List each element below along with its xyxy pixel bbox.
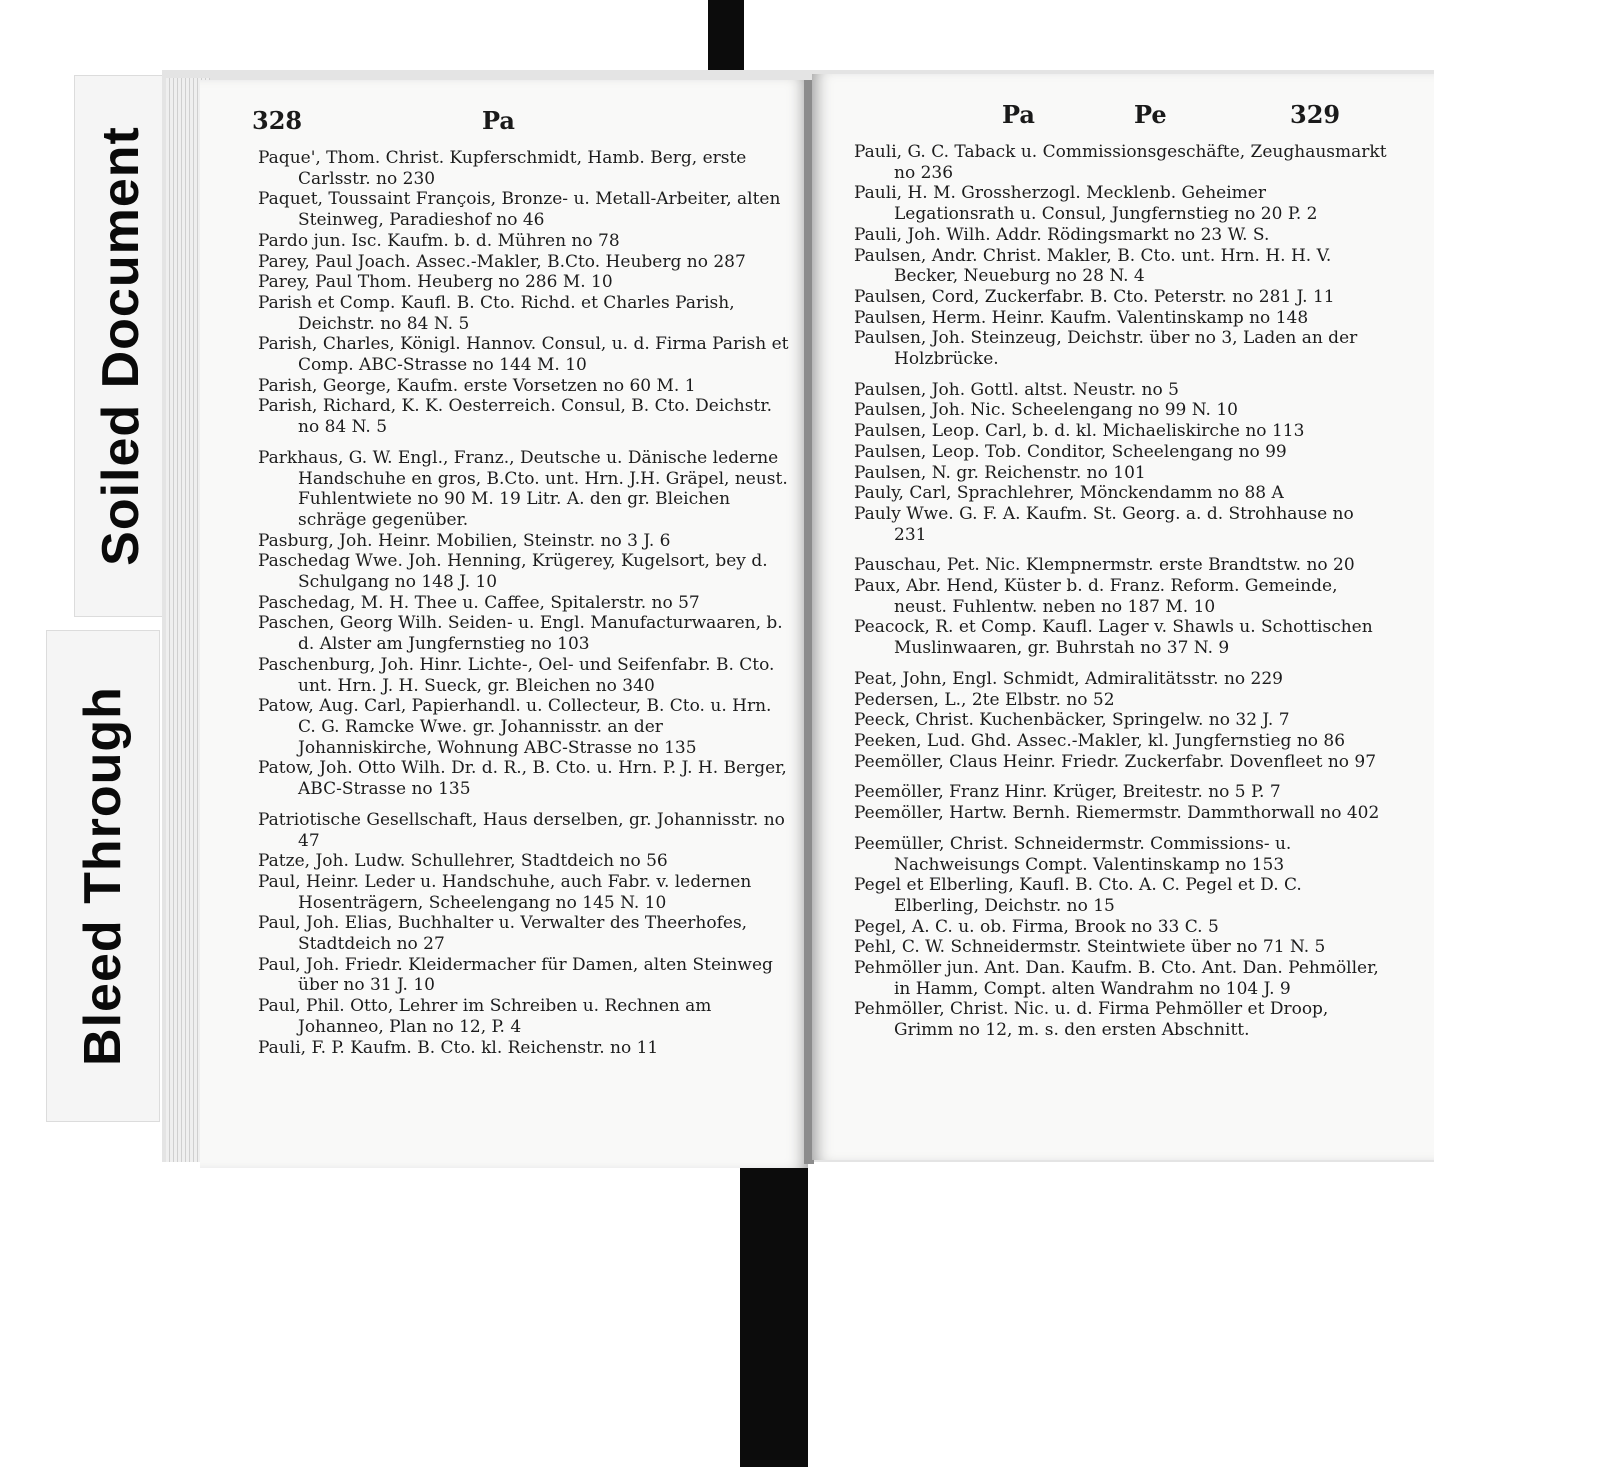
directory-entry: Patow, Aug. Carl, Papierhandl. u. Collecteur, B. Cto. u. Hrn. C. G. Ramcke Wwe. gr. Johannisstr. an der Johanniskirche, Wohnung ABC-Strasse no 135 — [258, 696, 772, 758]
directory-entry: Paschedag, M. H. Thee u. Caffee, Spitalerstr. no 57 — [258, 592, 700, 613]
directory-entry: Parish, George, Kaufm. erste Vorsetzen no 60 M. 1 — [258, 375, 696, 396]
directory-entry: Parkhaus, G. W. Engl., Franz., Deutsche u. Dänische lederne Handschuhe en gros, B.Cto. unt. Hrn. J.H. Gräpel, neust. Fuhlentwiete no 90 M. 19 Litr. A. den gr. Bleichen schräge gegenüber. — [258, 447, 788, 530]
directory-entry: Paulsen, Leop. Tob. Conditor, Scheelengang no 99 — [854, 441, 1287, 462]
directory-entry: Patze, Joh. Ludw. Schullehrer, Stadtdeich no 56 — [258, 851, 668, 872]
directory-entry: Paschenburg, Joh. Hinr. Lichte-, Oel- und Seifenfabr. B. Cto. unt. Hrn. J. H. Sueck, gr. Bleichen no 340 — [258, 654, 775, 696]
directory-entry: Peemöller, Franz Hinr. Krüger, Breitestr. no 5 P. 7 — [854, 782, 1281, 803]
directory-entry: Paquet, Toussaint François, Bronze- u. Metall-Arbeiter, alten Steinweg, Paradieshof no 46 — [258, 189, 781, 231]
directory-entry: Peacock, R. et Comp. Kaufl. Lager v. Shawls u. Schottischen Muslinwaaren, gr. Buhrstah no 37 N. 9 — [854, 617, 1373, 659]
left-page — [200, 80, 808, 1168]
directory-entry: Peemüller, Christ. Schneidermstr. Commissions- u. Nachweisungs Compt. Valentinskamp no 153 — [854, 833, 1292, 875]
binding-strip-bottom — [740, 1150, 808, 1467]
directory-entry: Paulsen, Herm. Heinr. Kaufm. Valentinskamp no 148 — [854, 307, 1309, 328]
directory-entry: Pauly Wwe. G. F. A. Kaufm. St. Georg. a. d. Strohhause no 231 — [854, 503, 1354, 545]
soiled-document-tag — [74, 75, 168, 617]
directory-entry: Pehmöller, Christ. Nic. u. d. Firma Pehmöller et Droop, Grimm no 12, m. s. den ersten Abschnitt. — [854, 999, 1329, 1041]
directory-entry: Paulsen, N. gr. Reichenstr. no 101 — [854, 462, 1146, 483]
directory-entry: Pauschau, Pet. Nic. Klempnermstr. erste Brandtstw. no 20 — [854, 555, 1355, 576]
directory-entry: Pegel, A. C. u. ob. Firma, Brook no 33 C. 5 — [854, 916, 1219, 937]
directory-entry: Paulsen, Andr. Christ. Makler, B. Cto. unt. Hrn. H. H. V. Becker, Neueburg no 28 N. 4 — [854, 245, 1332, 287]
directory-entry: Paulsen, Leop. Carl, b. d. kl. Michaeliskirche no 113 — [854, 421, 1305, 442]
directory-entry: Pegel et Elberling, Kaufl. B. Cto. A. C. Pegel et D. C. Elberling, Deichstr. no 15 — [854, 875, 1302, 916]
left-entry-list — [258, 148, 790, 1058]
directory-entry: Paschen, Georg Wilh. Seiden- u. Engl. Manufacturwaaren, b. d. Alster am Jungfernstieg no 103 — [258, 613, 783, 655]
directory-entry: Paque', Thom. Christ. Kupferschmidt, Hamb. Berg, erste Carlsstr. no 230 — [258, 148, 747, 189]
page-header-left: Pa — [1002, 100, 1035, 129]
directory-entry: Paul, Phil. Otto, Lehrer im Schreiben u. Rechnen am Johanneo, Plan no 12, P. 4 — [258, 996, 712, 1037]
page-number: 329 — [1290, 100, 1341, 129]
directory-entry: Pardo jun. Isc. Kaufm. b. d. Mühren no 78 — [258, 230, 620, 251]
directory-entry: Parish et Comp. Kaufl. B. Cto. Richd. et Charles Parish, Deichstr. no 84 N. 5 — [258, 292, 735, 334]
directory-entry: Paulsen, Cord, Zuckerfabr. B. Cto. Peterstr. no 281 J. 11 — [854, 286, 1335, 307]
directory-entry: Paul, Joh. Friedr. Kleidermacher für Damen, alten Steinweg über no 31 J. 10 — [258, 954, 773, 996]
directory-entry: Peemöller, Claus Heinr. Friedr. Zuckerfabr. Dovenfleet no 97 — [854, 751, 1377, 772]
directory-entry: Pauly, Carl, Sprachlehrer, Mönckendamm no 88 A — [854, 483, 1284, 504]
bleed-through-label: Bleed Through — [74, 686, 132, 1066]
directory-entry: Pauli, Joh. Wilh. Addr. Rödingsmarkt no 23 W. S. — [854, 224, 1270, 245]
directory-entry: Parish, Charles, Königl. Hannov. Consul, u. d. Firma Parish et Comp. ABC-Strasse no 144 M. 10 — [258, 334, 789, 376]
right-page — [812, 74, 1434, 1160]
directory-entry: Paul, Heinr. Leder u. Handschuhe, auch Fabr. v. ledernen Hosenträgern, Scheelengang no 145 N. 10 — [258, 871, 752, 913]
directory-entry: Pehl, C. W. Schneidermstr. Steintwiete über no 71 N. 5 — [854, 937, 1326, 958]
directory-entry: Patow, Joh. Otto Wilh. Dr. d. R., B. Cto. u. Hrn. P. J. H. Berger, ABC-Strasse no 135 — [258, 758, 787, 800]
directory-entry: Parey, Paul Joach. Assec.-Makler, B.Cto. Heuberg no 287 — [258, 251, 746, 272]
directory-entry: Pasburg, Joh. Heinr. Mobilien, Steinstr. no 3 J. 6 — [258, 530, 671, 551]
directory-entry: Paulsen, Joh. Gottl. altst. Neustr. no 5 — [854, 379, 1179, 400]
soiled-document-label: Soiled Document — [92, 126, 150, 566]
directory-entry: Pauli, G. C. Taback u. Commissionsgeschäfte, Zeughausmarkt no 236 — [854, 142, 1387, 183]
page-header-right: Pe — [1134, 100, 1167, 129]
directory-entry: Paulsen, Joh. Nic. Scheelengang no 99 N. 10 — [854, 400, 1238, 421]
directory-entry: Parey, Paul Thom. Heuberg no 286 M. 10 — [258, 272, 613, 293]
right-page-header — [812, 100, 1434, 136]
directory-entry: Paux, Abr. Hend, Küster b. d. Franz. Reform. Gemeinde, neust. Fuhlentw. neben no 187 M. 10 — [854, 576, 1338, 617]
binding-strip-top — [708, 0, 744, 78]
directory-entry: Patriotische Gesellschaft, Haus derselben, gr. Johannisstr. no 47 — [258, 809, 785, 851]
directory-entry: Pauli, F. P. Kaufm. B. Cto. kl. Reichenstr. no 11 — [258, 1037, 659, 1058]
directory-entry: Pehmöller jun. Ant. Dan. Kaufm. B. Cto. Ant. Dan. Pehmöller, in Hamm, Compt. alten Wandrahm no 104 J. 9 — [854, 958, 1379, 999]
directory-entry: Peemöller, Hartw. Bernh. Riemermstr. Dammthorwall no 402 — [854, 803, 1380, 824]
directory-entry: Paulsen, Joh. Steinzeug, Deichstr. über no 3, Laden an der Holzbrücke. — [854, 328, 1358, 370]
left-page-header — [200, 106, 808, 142]
directory-entry: Parish, Richard, K. K. Oesterreich. Consul, B. Cto. Deichstr. no 84 N. 5 — [258, 396, 772, 438]
directory-entry: Pauli, H. M. Grossherzogl. Mecklenb. Geheimer Legationsrath u. Consul, Jungfernstieg no 20 P. 2 — [854, 183, 1318, 225]
directory-entry: Pedersen, L., 2te Elbstr. no 52 — [854, 689, 1115, 710]
directory-entry: Paul, Joh. Elias, Buchhalter u. Verwalter des Theerhofes, Stadtdeich no 27 — [258, 913, 748, 955]
directory-entry: Peat, John, Engl. Schmidt, Admiralitätsstr. no 229 — [854, 668, 1283, 689]
right-entry-list — [854, 142, 1388, 1041]
directory-entry: Peeck, Christ. Kuchenbäcker, Springelw. no 32 J. 7 — [854, 710, 1290, 731]
directory-entry: Peeken, Lud. Ghd. Assec.-Makler, kl. Jungfernstieg no 86 — [854, 730, 1346, 751]
directory-entry: Paschedag Wwe. Joh. Henning, Krügerey, Kugelsort, bey d. Schulgang no 148 J. 10 — [258, 551, 768, 593]
page-header-letters: Pa — [482, 106, 515, 135]
page-number: 328 — [252, 106, 303, 135]
bleed-through-tag — [46, 630, 160, 1122]
